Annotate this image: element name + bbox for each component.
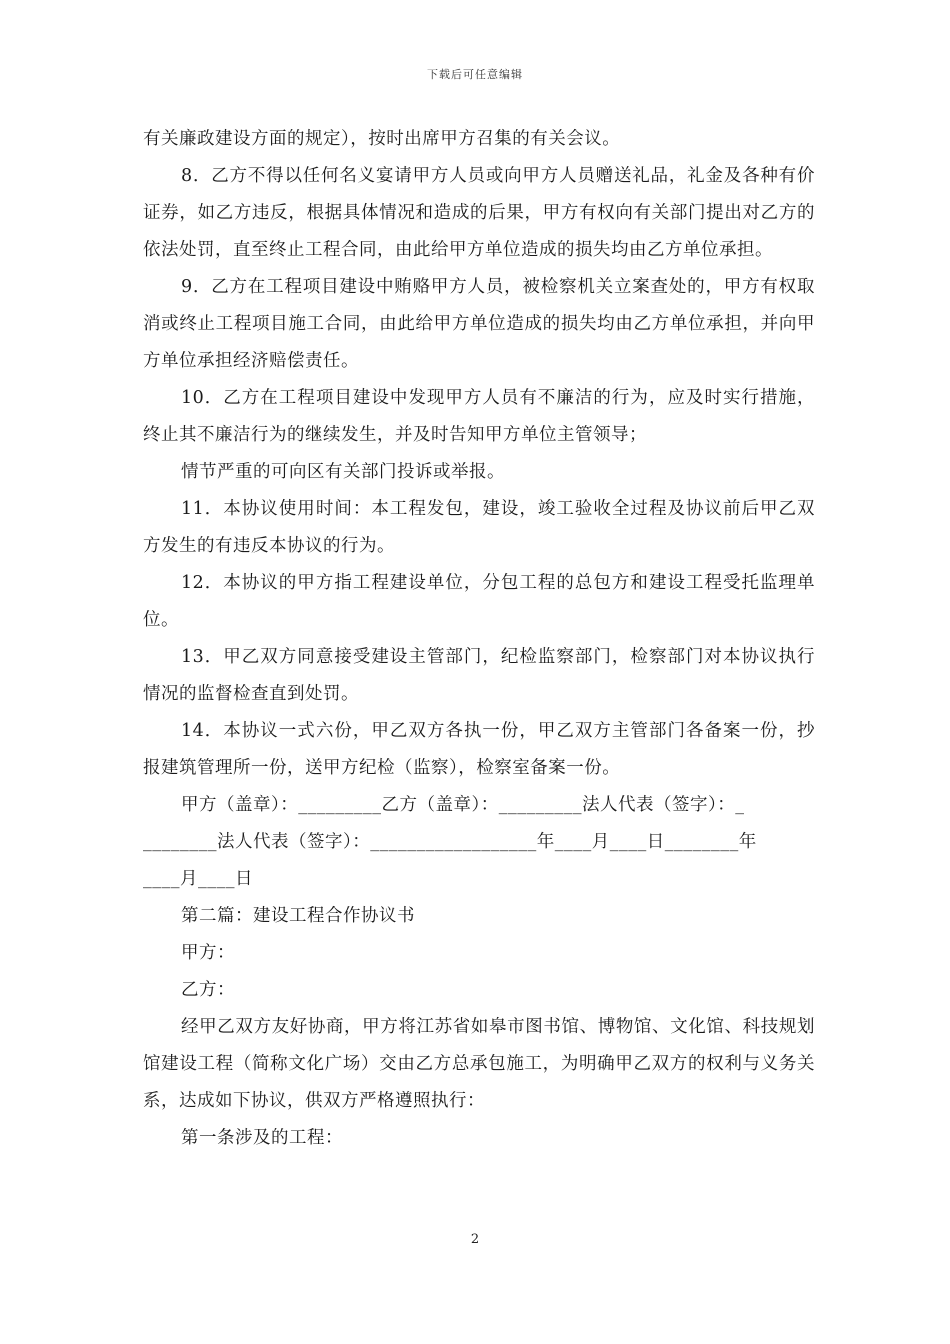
agreement-intro: 经甲乙双方友好协商，甲方将江苏省如皋市图书馆、博物馆、文化馆、科技规划馆建设工程（简称文化广场）交由乙方总承包施工，为明确甲乙双方的权利与义务关系，达成如下协议，供双方严格遵照执行： xyxy=(143,1017,815,1111)
document-body xyxy=(143,121,815,1157)
signature-line-1: 甲方（盖章）：_________乙方（盖章）：_________法人代表（签字）：_ xyxy=(181,795,745,815)
signature-line-2: ________法人代表（签字）：__________________年____月____日________年 xyxy=(143,832,757,852)
paragraph-item-14: 14．本协议一式六份，甲乙双方各执一份，甲乙双方主管部门各备案一份，抄报建筑管理所一份，送甲方纪检（监察），检察室备案一份。 xyxy=(143,721,815,778)
paragraph-continuation: 有关廉政建设方面的规定），按时出席甲方召集的有关会议。 xyxy=(143,129,621,149)
article-1-heading: 第一条涉及的工程： xyxy=(181,1128,343,1148)
header-note: 下载后可任意编辑 xyxy=(427,68,523,81)
paragraph-item-9: 9．乙方在工程项目建设中贿赂甲方人员，被检察机关立案查处的，甲方有权取消或终止工程项目施工合同，由此给甲方单位造成的损失均由乙方单位承担，并向甲方单位承担经济赔偿责任。 xyxy=(143,277,815,371)
paragraph-item-11: 11．本协议使用时间：本工程发包，建设，竣工验收全过程及协议前后甲乙双方发生的有违反本协议的行为。 xyxy=(143,499,815,556)
paragraph-item-8: 8．乙方不得以任何名义宴请甲方人员或向甲方人员赠送礼品，礼金及各种有价证券，如乙方违反，根据具体情况和造成的后果，甲方有权向有关部门提出对乙方的依法处罚，直至终止工程合同，由此给甲方单位造成的损失均由乙方单位承担。 xyxy=(143,166,815,260)
page-number: 2 xyxy=(470,1232,480,1247)
party-b-label: 乙方： xyxy=(181,980,235,1000)
paragraph-item-10-cont: 情节严重的可向区有关部门投诉或举报。 xyxy=(181,462,505,482)
signature-line-3: ____月____日 xyxy=(143,869,253,889)
party-a-label: 甲方： xyxy=(181,943,235,963)
paragraph-item-13: 13．甲乙双方同意接受建设主管部门，纪检监察部门，检察部门对本协议执行情况的监督检查直到处罚。 xyxy=(143,647,815,704)
paragraph-item-12: 12．本协议的甲方指工程建设单位，分包工程的总包方和建设工程受托监理单位。 xyxy=(143,573,815,630)
section-title: 第二篇：建设工程合作协议书 xyxy=(181,906,415,926)
paragraph-item-10: 10．乙方在工程项目建设中发现甲方人员有不廉洁的行为，应及时实行措施，终止其不廉洁行为的继续发生，并及时告知甲方单位主管领导； xyxy=(143,388,815,445)
